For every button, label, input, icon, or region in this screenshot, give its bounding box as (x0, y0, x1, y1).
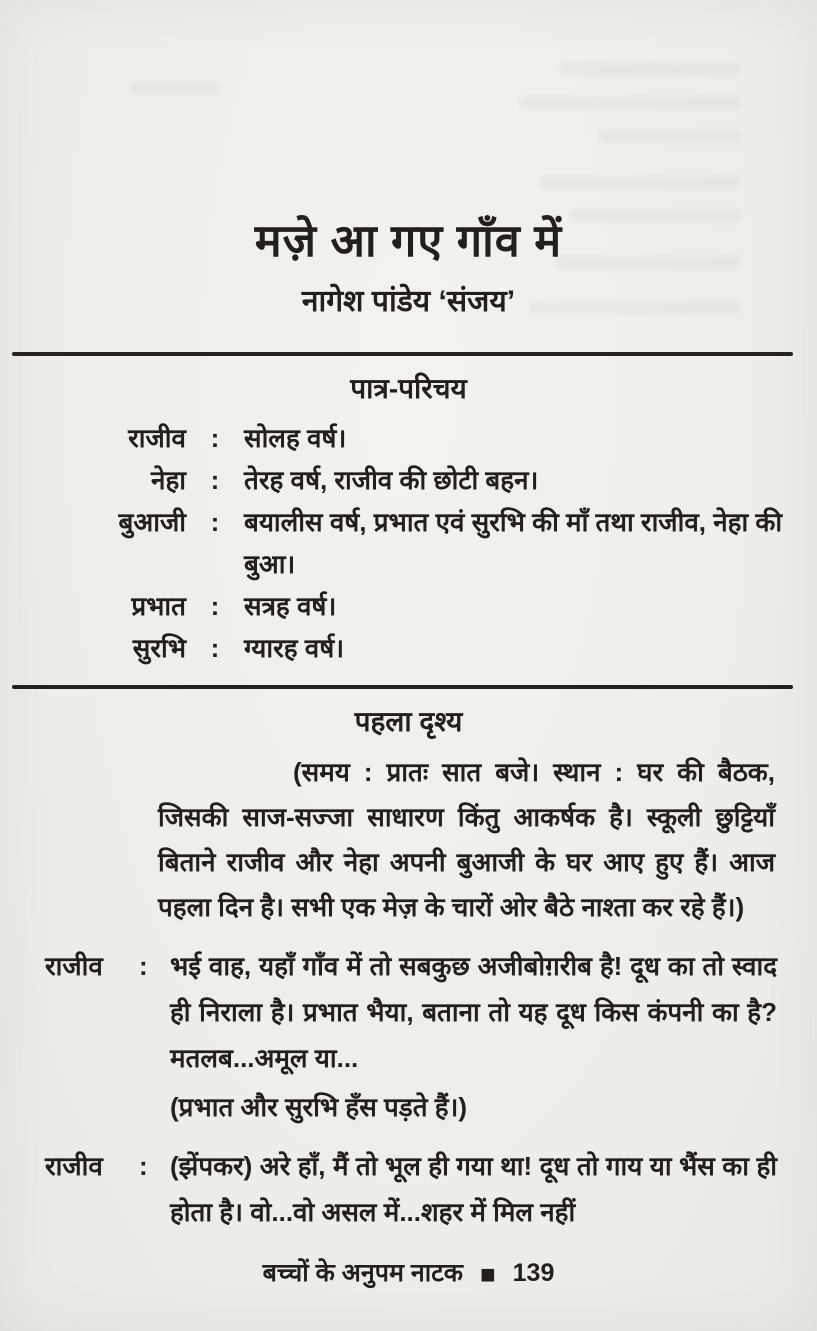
play-title: मज़े आ गए गाँव में (254, 215, 563, 266)
square-bullet-icon: ■ (479, 1259, 496, 1289)
cast-colon: : (210, 507, 220, 538)
cast-row (34, 417, 817, 459)
dialogue-text: (झेंपकर) अरे हाँ, मैं तो भूल ही गया था! दूध तो गाय या भैंस का ही होता है। वो...वो असल में...शहर में मिल नहीं (170, 1151, 777, 1228)
cast-character-name: नेहा (151, 465, 186, 496)
cast-row (34, 501, 817, 585)
divider-rule-top (12, 352, 793, 356)
cast-colon: : (210, 633, 220, 664)
show-through-mark (570, 209, 740, 222)
dialogue-speaker: राजीव (45, 951, 103, 982)
cast-list (0, 417, 817, 669)
show-through-mark (560, 62, 740, 76)
cast-character-desc: तेरह वर्ष, राजीव की छोटी बहन। (244, 465, 539, 496)
show-through-mark (130, 82, 220, 94)
cast-colon: : (210, 591, 220, 622)
show-through-mark (520, 96, 740, 109)
scene-stage-direction: (समय : प्रातः सात बजे। स्थान : घर की बैठक, जिसकी साज-सज्जा साधारण किंतु आकर्षक है। स्कूली छुट्टियाँ बिताने राजीव और नेहा अपनी बुआजी के घर आए हुए हैं। आज पहला दिन है। सभी एक मेज़ के चारों ओर बैठे नाश्ता कर रहे हैं।) (158, 757, 775, 923)
cast-character-name: राजीव (128, 423, 186, 454)
show-through-mark (555, 256, 740, 269)
show-through-mark (530, 301, 740, 314)
show-through-mark (540, 176, 740, 189)
cast-character-desc: ग्यारह वर्ष। (244, 633, 345, 664)
author-name: नागेश पांडेय ‘संजय’ (301, 285, 516, 319)
scene-heading: पहला दृश्य (354, 706, 463, 738)
footer-page-number: 139 (512, 1259, 555, 1287)
dialogue-colon: : (139, 1151, 148, 1182)
show-through-mark (600, 130, 740, 143)
cast-character-name: बुआजी (118, 507, 186, 538)
inline-stage-direction: (प्रभात और सुरभि हँस पड़ते हैं।) (170, 1092, 468, 1123)
page-footer (0, 1255, 817, 1289)
dialogue-speaker: राजीव (45, 1151, 103, 1182)
dialogue-block (45, 943, 777, 1081)
dialogue-block (45, 1143, 777, 1235)
cast-character-desc: सत्रह वर्ष। (244, 591, 337, 622)
cast-character-desc: बयालीस वर्ष, प्रभात एवं सुरभि की माँ तथा राजीव, नेहा की बुआ। (244, 507, 783, 580)
cast-colon: : (210, 465, 220, 496)
cast-heading: पात्र-परिचय (350, 373, 467, 405)
divider-rule-scene (12, 685, 793, 689)
footer-book-title: बच्चों के अनुपम नाटक (262, 1259, 464, 1287)
dialogue-text: भई वाह, यहाँ गाँव में तो सबकुछ अजीबोग़रीब है! दूध का तो स्वाद ही निराला है। प्रभात भैया, बताना तो यह दूध किस कंपनी का है? मतलब...अमूल या... (170, 951, 777, 1074)
dialogue-colon: : (139, 951, 148, 982)
cast-colon: : (210, 423, 220, 454)
cast-row (34, 459, 817, 501)
cast-row (34, 585, 817, 627)
cast-row (34, 627, 817, 669)
cast-character-name: सुरभि (132, 633, 186, 664)
cast-character-name: प्रभात (131, 591, 186, 622)
cast-character-desc: सोलह वर्ष। (244, 423, 347, 454)
